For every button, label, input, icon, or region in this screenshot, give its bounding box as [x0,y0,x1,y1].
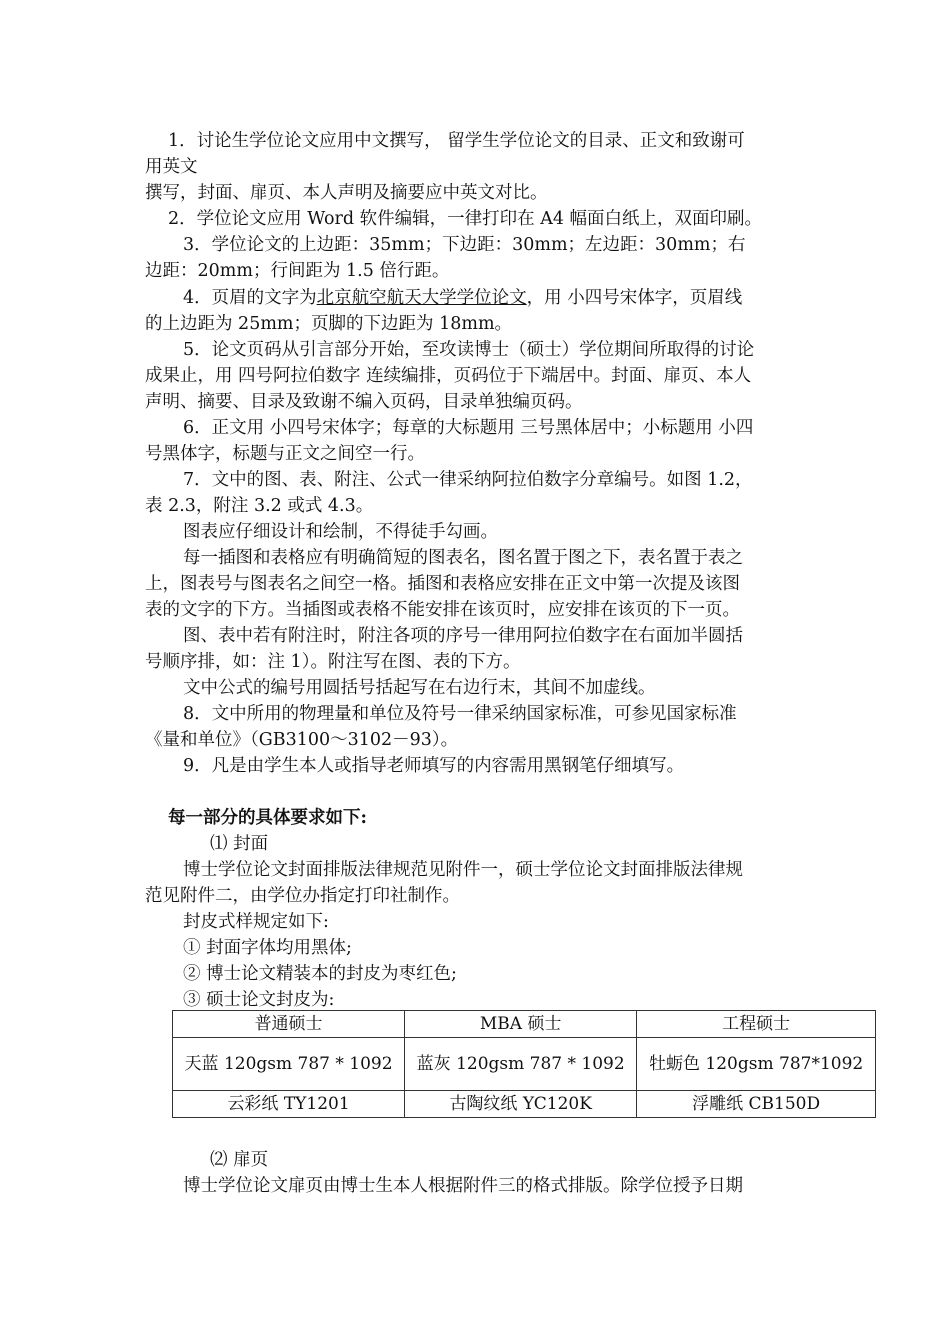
paragraph-1-line-3: 撰写，封面、扉页、本人声明及摘要应中英文对比。 [145,183,548,203]
table-row [173,1038,876,1091]
cover-paragraph-line-1: 博士学位论文封面排版法律规范见附件一，硕士学位论文封面排版法律规 [183,860,743,880]
table-cell: 牡蛎色 120gsm 787*1092 [637,1038,876,1091]
paragraph-4-suffix: ，用 小四号宋体字，页眉线 [526,288,743,308]
cover-item-2: ② 博士论文精装本的封皮为枣红色; [183,964,457,984]
paragraph-7-line-4: 每一插图和表格应有明确简短的图表名，图名置于图之下，表名置于表之 [183,548,743,568]
cover-item-1: ① 封面字体均用黑体; [183,938,352,958]
table-header-cell: MBA 硕士 [405,1011,637,1038]
paragraph-3-line-2: 边距：20mm；行间距为 1.5 倍行距。 [145,261,450,281]
paragraph-9: 9．凡是由学生本人或指导老师填写的内容需用黑钢笔仔细填写。 [183,756,685,776]
paragraph-6-line-1: 6．正文用 小四号宋体字；每章的大标题用 三号黑体居中；小标题用 小四 [183,418,754,438]
cover-paper-table [172,1010,876,1118]
table-header-cell: 工程硕士 [637,1011,876,1038]
paragraph-4-line-1 [183,285,742,311]
paragraph-7-line-7: 图、表中若有附注时，附注各项的序号一律用阿拉伯数字在右面加半圆括 [183,626,743,646]
paragraph-2: 2．学位论文应用 Word 软件编辑，一律打印在 A4 幅面白纸上，双面印刷。 [168,209,763,229]
paragraph-4-prefix: 4．页眉的文字为 [183,288,317,308]
table-cell: 天蓝 120gsm 787 * 1092 [173,1038,405,1091]
cover-section-title: ⑴ 封面 [210,834,269,854]
paragraph-5-line-2: 成果止，用 四号阿拉伯数字 连续编排，页码位于下端居中。封面、扉页、本人 [145,366,752,386]
header-text-underlined: 北京航空航天大学学位论文 [316,288,527,308]
paragraph-8-line-1: 8．文中所用的物理量和单位及符号一律采纳国家标准，可参见国家标准 [183,704,737,724]
paragraph-7-line-5: 上，图表号与图表名之间空一格。插图和表格应安排在正文中第一次提及该图 [145,574,740,594]
paragraph-6-line-2: 号黑体字，标题与正文之间空一行。 [145,444,425,464]
cover-style-intro: 封皮式样规定如下: [183,912,329,932]
paragraph-7-line-1: 7．文中的图、表、附注、公式一律采纳阿拉伯数字分章编号。如图 1.2， [183,470,753,490]
paragraph-7-line-9: 文中公式的编号用圆括号括起写在右边行末，其间不加虚线。 [183,678,656,698]
title-page-section-title: ⑵ 扉页 [210,1150,269,1170]
section-heading: 每一部分的具体要求如下: [168,808,367,828]
paragraph-5-line-3: 声明、摘要、目录及致谢不编入页码，目录单独编页码。 [145,392,583,412]
paragraph-1-line-2: 用英文 [145,157,198,177]
table-cell: 浮雕纸 CB150D [637,1091,876,1118]
table-header-cell: 普通硕士 [173,1011,405,1038]
paragraph-5-line-1: 5．论文页码从引言部分开始，至攻读博士（硕士）学位期间所取得的讨论 [183,340,755,360]
paragraph-3-line-1: 3．学位论文的上边距：35mm；下边距：30mm；左边距：30mm；右 [183,235,746,255]
table-header-row [173,1011,876,1038]
table-cell: 蓝灰 120gsm 787 * 1092 [405,1038,637,1091]
title-page-paragraph-line-1: 博士学位论文扉页由博士生本人根据附件三的格式排版。除学位授予日期 [183,1176,743,1196]
table-cell: 云彩纸 TY1201 [173,1091,405,1118]
paragraph-7-line-8: 号顺序排，如：注 1）。附注写在图、表的下方。 [145,652,521,672]
paragraph-7-line-3: 图表应仔细设计和绘制，不得徒手勾画。 [183,522,498,542]
paragraph-1-line-1: 1．讨论生学位论文应用中文撰写， 留学生学位论文的目录、正文和致谢可 [168,131,745,151]
paragraph-7-line-2: 表 2.3，附注 3.2 或式 4.3。 [145,496,374,516]
cover-item-3: ③ 硕士论文封皮为: [183,990,335,1010]
cover-paragraph-line-2: 范见附件二，由学位办指定打印社制作。 [145,886,460,906]
table-row [173,1091,876,1118]
paragraph-4-line-2: 的上边距为 25mm；页脚的下边距为 18mm。 [145,314,513,334]
table-cell: 古陶纹纸 YC120K [405,1091,637,1118]
paragraph-7-line-6: 表的文字的下方。当插图或表格不能安排在该页时，应安排在该页的下一页。 [145,600,740,620]
paragraph-8-line-2: 《量和单位》（GB3100～3102－93）。 [145,730,459,750]
